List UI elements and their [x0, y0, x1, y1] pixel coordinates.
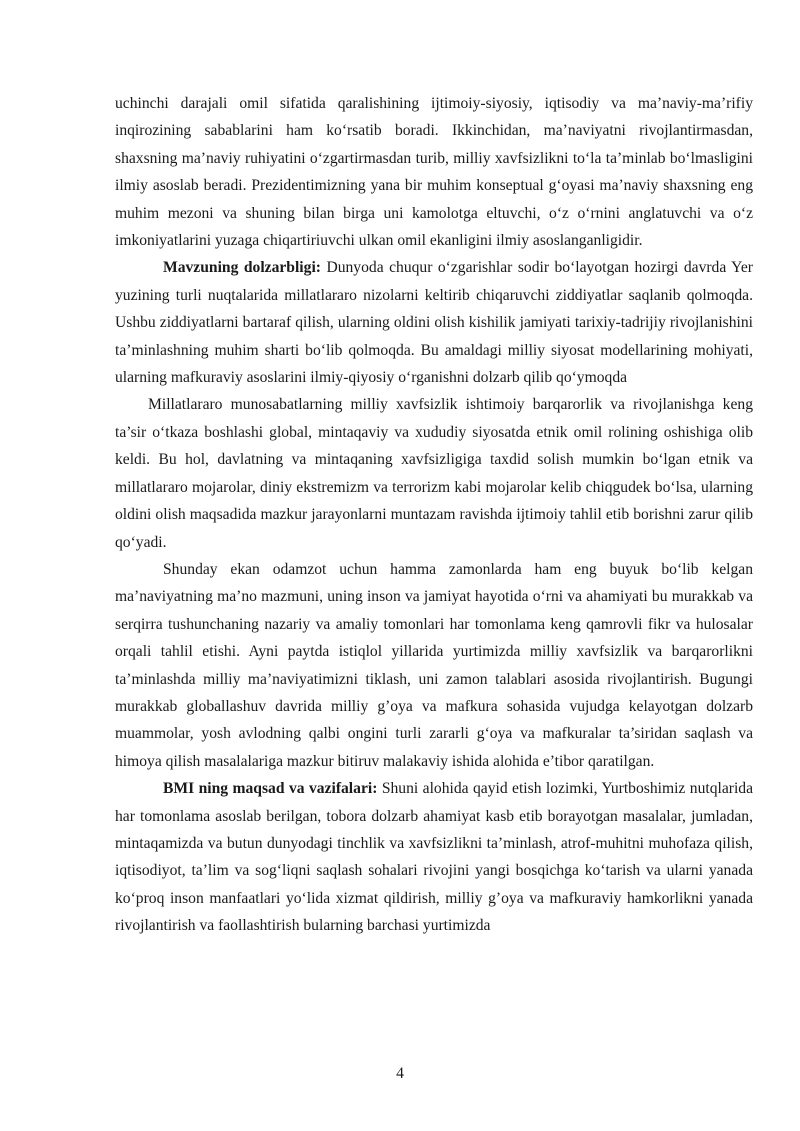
- paragraph-relevance: [115, 254, 753, 391]
- paragraph-goals: [115, 775, 753, 939]
- paragraph-spirituality: [115, 556, 753, 775]
- paragraph-text: Dunyoda chuqur o‘zgarishlar sodir bo‘layotgan hozirgi davrda Yer yuzining turli nuqtalarida millatlararo nizolarni keltirib chiqaruvchi ziddiyatlar saqlanib qolmoqda. Ushbu ziddiyatlarni bartaraf qilish, ularning oldini olish kishilik jamiyati tarixiy-tadrijiy rivojlanishini ta’minlashning muhim sharti bo‘lib qolmoqda. Bu amaldagi milliy siyosat modellarining mohiyati, ularning mafkuraviy asoslarini ilmiy-qiyosiy o‘rganishni dolzarb qilib qo‘ymoqda: [115, 259, 753, 387]
- paragraph-text: Shunday ekan odamzot uchun hamma zamonlarda ham eng buyuk bo‘lib kelgan ma’naviyatning ma’no mazmuni, uning inson va jamiyat hayotida o‘rni va ahamiyati bu murakkab va serqirra tushunchaning nazariy va amaliy tomonlari har tomonlama keng qamrovli fikr va hulosalar orqali tahlil etishi. Ayni paytda istiqlol yillarida yurtimizda milliy xavfsizlik va barqarorlikni ta’minlashda milliy ma’naviyatimizni tiklash, uni zamon talablari asosida rivojlantirish. Bugungi murakkab globallashuv davrida milliy g’oya va mafkura sohasida vujudga kelayotgan dolzarb muammolar, yosh avlodning qalbi ongini turli zararli g‘oya va mafkuralar ta’siridan saqlash va himoya qilish masalalariga mazkur bitiruv malakaviy ishida alohida e’tibor qaratilgan.: [115, 560, 753, 770]
- document-page: [115, 90, 753, 940]
- paragraph-continuation: [115, 90, 753, 254]
- paragraph-interethnic: [115, 391, 753, 555]
- paragraph-text: Millatlararo munosabatlarning milliy xavfsizlik ishtimoiy barqarorlik va rivojlanishga keng ta’sir o‘tkaza boshlashi global, mintaqaviy va xududiy siyosatda etnik omil rolining oshishiga olib keldi. Bu hol, davlatning va mintaqaning xavfsizligiga taxdid solish mumkin bo‘lgan etnik va millatlararo mojarolar, diniy ekstremizm va terrorizm kabi mojarolar kelib chiqgudek bo‘lsa, ularning oldini olish maqsadida mazkur jarayonlarni muntazam ravishda ijtimoiy tahlil etib borishni zarur qilib qo‘yadi.: [115, 396, 753, 551]
- paragraph-text: uchinchi darajali omil sifatida qaralishining ijtimoiy-siyosiy, iqtisodiy va ma’naviy-ma’rifiy inqirozining sabablarini ham ko‘rsatib boradi. Ikkinchidan, ma’naviyatni rivojlantirmasdan, shaxsning ma’naviy ruhiyatini o‘zgartirmasdan turib, milliy xavfsizlikni to‘la ta’minlab bo‘lmasligini ilmiy asoslab beradi. Prezidentimizning yana bir muhim konseptual g‘oyasi ma’naviy shaxsning eng muhim mezoni va shuning bilan birga uni kamolotga eltuvchi, o‘z o‘rnini anglatuvchi va o‘z imkoniyatlarini yuzaga chiqartiriuvchi ulkan omil ekanligini ilmiy asoslanganligidir.: [115, 95, 753, 250]
- section-heading-goals: BMI ning maqsad va vazifalari:: [163, 780, 378, 798]
- section-heading-relevance: Mavzuning dolzarbligi:: [163, 259, 321, 277]
- paragraph-text: Shuni alohida qayid etish lozimki, Yurtboshimiz nutqlarida har tomonlama asoslab berilgan, tobora dolzarb ahamiyat kasb etib borayotgan masalalar, jumladan, mintaqamizda va butun dunyodagi tinchlik va xavfsizlikni ta’minlash, atrof-muhitni muhofaza qilish, iqtisodiyot, ta’lim va sog‘liqni saqlash sohalari rivojini yangi bosqichga ko‘tarish va ularni yanada ko‘proq inson manfaatlari yo‘lida xizmat qildirish, milliy g’oya va mafkuraviy hamkorlikni yanada rivojlantirish va faollashtirish bularning barchasi yurtimizda: [115, 780, 753, 935]
- page-number: 4: [396, 1065, 404, 1082]
